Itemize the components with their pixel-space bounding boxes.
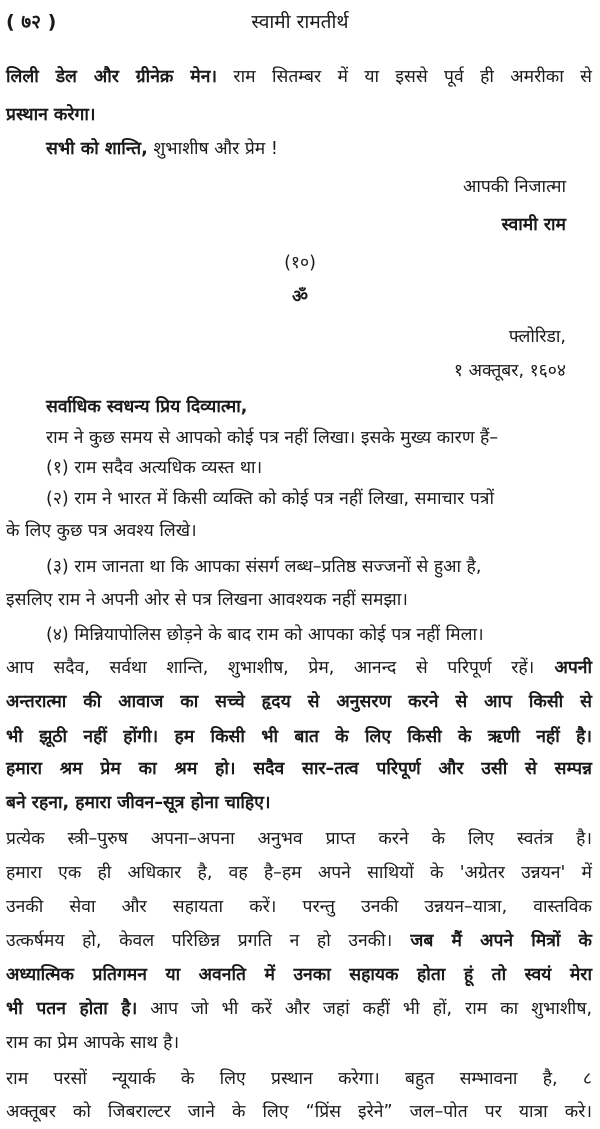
- bold-text: अन्तरात्मा की आवाज का सच्चे हृदय से अनुसरण करने से आप किसी से: [6, 692, 592, 712]
- page-number: ( ७२ ): [6, 11, 57, 33]
- text: आप जो भी करें और जहां कहीं भी हों, राम का शुभाशीष,: [137, 999, 593, 1019]
- text-line: [0, 514, 600, 548]
- bold-text: सभी को शान्ति,: [46, 139, 148, 159]
- text: (१०): [284, 253, 316, 273]
- text-line: [0, 354, 600, 388]
- text-line: [0, 280, 600, 314]
- text-line: [0, 246, 600, 280]
- text-line: [0, 1026, 600, 1060]
- text-line: [0, 651, 600, 685]
- text-line: [0, 685, 600, 719]
- text: राम का प्रेम आपके साथ है।: [6, 1033, 180, 1053]
- text: राम परसों न्यूयार्क के लिए प्रस्थान करेगा। बहुत सम्भावना है, ८: [6, 1069, 592, 1089]
- bold-text: सर्वाधिक स्वधन्य प्रिय दिव्यात्मा,: [46, 397, 248, 417]
- text-line: [0, 992, 600, 1026]
- text-line: [0, 924, 600, 958]
- text: अक्तूबर को जिबराल्टर जाने के लिए “प्रिंस इरेने” जल–पोत पर यात्रा करे।: [6, 1102, 592, 1122]
- text-line: [0, 856, 600, 890]
- bold-text: अपनी: [534, 658, 593, 678]
- text-line: [0, 320, 600, 354]
- running-title: स्वामी रामतीर्थ: [251, 11, 349, 33]
- bold-text: भी झूठी नहीं होंगी। हम किसी भी बात के लिए किसी के ऋणी नहीं है।: [6, 727, 592, 747]
- bold-text: जब मैं अपने मित्रों के: [392, 931, 592, 951]
- text-line: [0, 720, 600, 754]
- text-line: [0, 550, 600, 584]
- bold-text: हमारा श्रम प्रेम का श्रम हो। सदैव सार–तत्व परिपूर्ण और उसी से सम्पन्न: [6, 759, 592, 779]
- text-line: [0, 752, 600, 786]
- bold-text: अध्यात्मिक प्रतिगमन या अवनति में उनका सहायक होता हूं तो स्वयं मेरा: [6, 965, 592, 985]
- text-line: [0, 208, 600, 242]
- text-line: [0, 390, 600, 424]
- text: प्रत्येक स्त्री–पुरुष अपना–अपना अनुभव प्राप्त करने के लिए स्वतंत्र है।: [6, 829, 592, 849]
- text-line: [0, 822, 600, 856]
- bold-text: ॐ: [292, 287, 308, 307]
- bold-text: लिली डेल और ग्रीनेक्र मेन।: [6, 67, 218, 87]
- text-line: [0, 170, 600, 204]
- text: फ्लोरिडा,: [508, 327, 566, 347]
- text: राम ने कुछ समय से आपको कोई पत्र नहीं लिखा। इसके मुख्य कारण हैं–: [46, 428, 499, 448]
- text-line: [0, 1062, 600, 1096]
- text: आपकी निजात्मा: [462, 177, 566, 197]
- text-line: [0, 60, 600, 94]
- text: शुभाशीष और प्रेम !: [147, 139, 278, 159]
- text-line: [0, 421, 600, 455]
- text: हमारा एक ही अधिकार है, वह है–हम अपने साथियों के 'अग्रेतर उन्नयन' में: [6, 863, 592, 883]
- bold-text: भी पतन होता है।: [6, 999, 138, 1019]
- text: राम सितम्बर में या इससे पूर्व ही अमरीका से: [217, 67, 592, 87]
- text: के लिए कुछ पत्र अवश्य लिखे।: [6, 521, 197, 541]
- text: इसलिए राम ने अपनी ओर से पत्र लिखना आवश्यक नहीं समझा।: [6, 590, 408, 610]
- text: (१) राम सदैव अत्यधिक व्यस्त था।: [46, 458, 263, 478]
- page-header: [0, 8, 600, 36]
- text: उत्कर्षमय हो, केवल परिछिन्न प्रगति न हो उनकी।: [6, 931, 393, 951]
- text: (२) राम ने भारत में किसी व्यक्ति को कोई पत्र नहीं लिखा, समाचार पत्रों: [46, 489, 494, 509]
- text-line: [0, 958, 600, 992]
- text-line: [0, 1095, 600, 1129]
- text: (३) राम जानता था कि आपका संसर्ग लब्ध–प्रतिष्ठ सज्जनों से हुआ है,: [46, 557, 482, 577]
- text: उनकी सेवा और सहायता करें। परन्तु उनकी उन्नयन–यात्रा, वास्तविक: [6, 897, 592, 917]
- text-line: [0, 132, 600, 166]
- text-line: [0, 451, 600, 485]
- text-line: [0, 618, 600, 652]
- bold-text: स्वामी राम: [501, 215, 566, 235]
- bold-text: प्रस्थान करेगा।: [6, 105, 96, 125]
- bold-text: बने रहना, हमारा जीवन–सूत्र होना चाहिए।: [6, 793, 271, 813]
- text: १ अक्तूबर, १६०४: [453, 361, 566, 381]
- text-line: [0, 482, 600, 516]
- text: (४) मिन्नियापोलिस छोड़ने के बाद राम को आपका कोई पत्र नहीं मिला।: [46, 625, 484, 645]
- text-line: [0, 786, 600, 820]
- text-line: [0, 890, 600, 924]
- text-line: [0, 583, 600, 617]
- text: आप सदैव, सर्वथा शान्ति, शुभाशीष, प्रेम, आनन्द से परिपूर्ण रहें।: [6, 658, 535, 678]
- text-line: [0, 98, 600, 132]
